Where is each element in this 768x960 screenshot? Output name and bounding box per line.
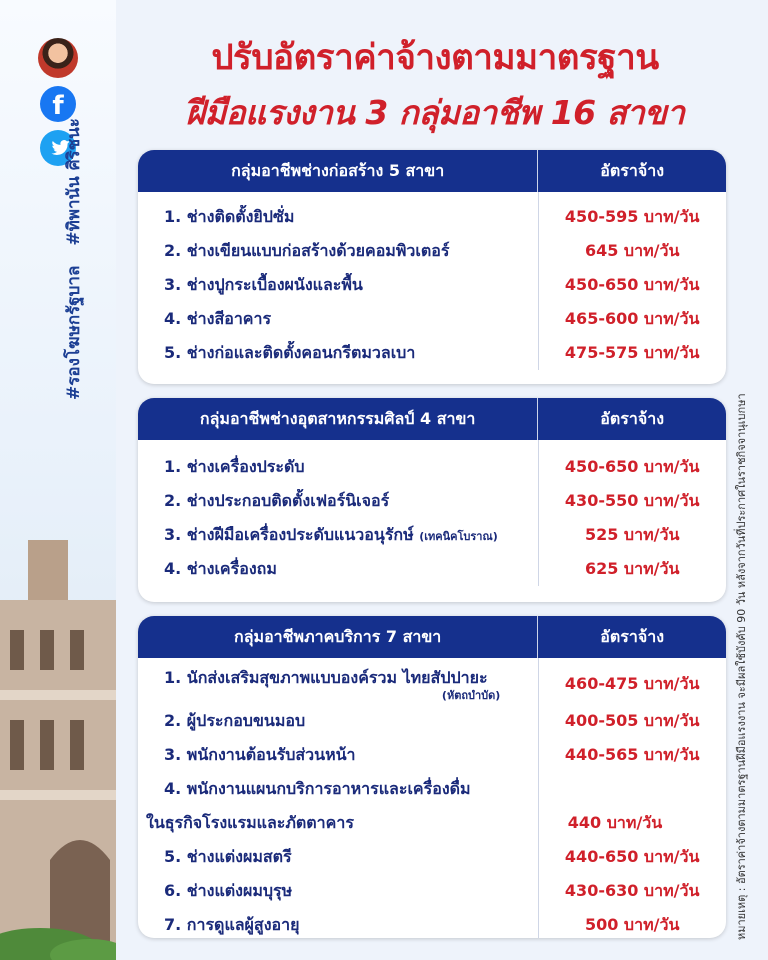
- table-row: [138, 806, 726, 840]
- occupation-name: 3. พนักงานต้อนรับส่วนหน้า: [164, 744, 356, 764]
- occupation-rate: 430-550 บาท/วัน: [564, 490, 700, 510]
- occupation-rate: 450-595 บาท/วัน: [564, 206, 700, 226]
- table-row: [138, 268, 726, 302]
- occupation-name: 5. ช่างก่อและติดตั้งคอนกรีตมวลเบา: [164, 342, 416, 362]
- government-house-illustration: [0, 540, 116, 960]
- occupation-rate: 440-565 บาท/วัน: [564, 744, 700, 764]
- table-row: [138, 450, 726, 484]
- group-header: [138, 616, 726, 658]
- hashtag-1[interactable]: #รองโฆษกรัฐบาล: [64, 265, 84, 400]
- table-row: [138, 518, 726, 552]
- occupation-name: 3. ช่างปูกระเบื้องผนังและพื้น: [164, 274, 363, 294]
- occupation-name: 1. ช่างติดตั้งยิปซั่ม: [164, 206, 295, 226]
- occupation-name: 4. ช่างสีอาคาร: [164, 308, 272, 328]
- table-row: [138, 874, 726, 908]
- occupation-name: 4. ช่างเครื่องถม: [164, 558, 277, 578]
- occupation-rate: 450-650 บาท/วัน: [564, 274, 700, 294]
- table-row: [138, 738, 726, 772]
- occupation-rate: 500 บาท/วัน: [584, 914, 680, 934]
- table-row: [138, 664, 726, 704]
- table-row: [138, 484, 726, 518]
- occupation-rate: 475-575 บาท/วัน: [564, 342, 700, 362]
- table-row: [138, 704, 726, 738]
- group-card-services: [138, 616, 726, 938]
- table-row: [138, 200, 726, 234]
- group-heading: กลุ่มอาชีพช่างก่อสร้าง 5 สาขา: [231, 160, 445, 180]
- occupation-rate: 440-650 บาท/วัน: [564, 846, 700, 866]
- hashtags: [60, 118, 87, 400]
- occupation-name: 6. ช่างแต่งผมบุรุษ: [164, 880, 293, 900]
- occupation-note: (หัตถบำบัด): [441, 689, 501, 702]
- occupation-name: 4. พนักงานแผนกบริการอาหารและเครื่องดื่ม: [164, 778, 471, 798]
- occupation-name: [138, 664, 538, 704]
- table-row: [138, 840, 726, 874]
- avatar: [38, 38, 78, 78]
- hashtag-2[interactable]: #ทิพานัน ศิริชนะ: [64, 118, 84, 246]
- group-header: [138, 150, 726, 192]
- occupation-name: ในธุรกิจโรงแรมและภัตตาคาร: [146, 812, 354, 832]
- table-row: [138, 552, 726, 586]
- occupation-name: 2. ช่างประกอบติดตั้งเฟอร์นิเจอร์: [164, 490, 390, 510]
- occupation-rate: 400-505 บาท/วัน: [564, 710, 700, 730]
- facebook-icon[interactable]: f: [40, 86, 76, 122]
- group-rows: [138, 658, 726, 938]
- occupation-rate: 525 บาท/วัน: [584, 524, 680, 544]
- occupation-name: 2. ผู้ประกอบขนมอบ: [164, 710, 306, 730]
- occupation-note: (เทคนิคโบราณ): [419, 529, 498, 543]
- rate-heading: อัตราจ้าง: [537, 616, 726, 658]
- table-row: [138, 302, 726, 336]
- page-title-line1: ปรับอัตราค่าจ้างตามมาตรฐาน: [211, 38, 659, 78]
- occupation-rate: 625 บาท/วัน: [584, 558, 680, 578]
- table-row: [138, 234, 726, 268]
- footnote: หมายเหตุ : อัตราค่าจ้างตามมาตรฐานฝีมือแรงงาน จะมีผลใช้บังคับ 90 วัน หลังจากวันที่ประกาศในราชกิจจานุเบกษา: [735, 393, 748, 940]
- occupation-rate: 460-475 บาท/วัน: [564, 673, 700, 693]
- group-card-industrial-art: [138, 398, 726, 602]
- occupation-name: 7. การดูแลผู้สูงอายุ: [164, 914, 300, 934]
- table-row: [138, 336, 726, 370]
- occupation-name: 2. ช่างเขียนแบบก่อสร้างด้วยคอมพิวเตอร์: [164, 240, 450, 260]
- occupation-name-text: 1. นักส่งเสริมสุขภาพแบบองค์รวม ไทยสัปปายะ: [164, 668, 488, 687]
- group-header: [138, 398, 726, 440]
- group-rows: [138, 192, 726, 370]
- group-heading: กลุ่มอาชีพช่างอุตสาหกรรมศิลป์ 4 สาขา: [199, 408, 476, 428]
- occupation-rate: 440 บาท/วัน: [567, 812, 663, 832]
- occupation-rate: 450-650 บาท/วัน: [564, 456, 700, 476]
- occupation-rate: 430-630 บาท/วัน: [564, 880, 700, 900]
- group-card-construction: [138, 150, 726, 384]
- occupation-name: 1. ช่างเครื่องประดับ: [164, 456, 305, 476]
- page-title-line2: ฝีมือแรงงาน 3 กลุ่มอาชีพ 16 สาขา: [185, 93, 685, 132]
- rate-heading: อัตราจ้าง: [537, 150, 726, 192]
- group-rows: [138, 440, 726, 586]
- rate-heading: อัตราจ้าง: [537, 398, 726, 440]
- occupation-name: [138, 523, 538, 548]
- table-row: [138, 772, 726, 806]
- occupation-rate: 645 บาท/วัน: [584, 240, 680, 260]
- table-row: [138, 908, 726, 938]
- occupation-name: 5. ช่างแต่งผมสตรี: [164, 846, 292, 866]
- group-heading: กลุ่มอาชีพภาคบริการ 7 สาขา: [234, 626, 442, 646]
- occupation-rate: 465-600 บาท/วัน: [564, 308, 700, 328]
- occupation-name-text: 3. ช่างฝีมือเครื่องประดับแนวอนุรักษ์: [164, 524, 414, 544]
